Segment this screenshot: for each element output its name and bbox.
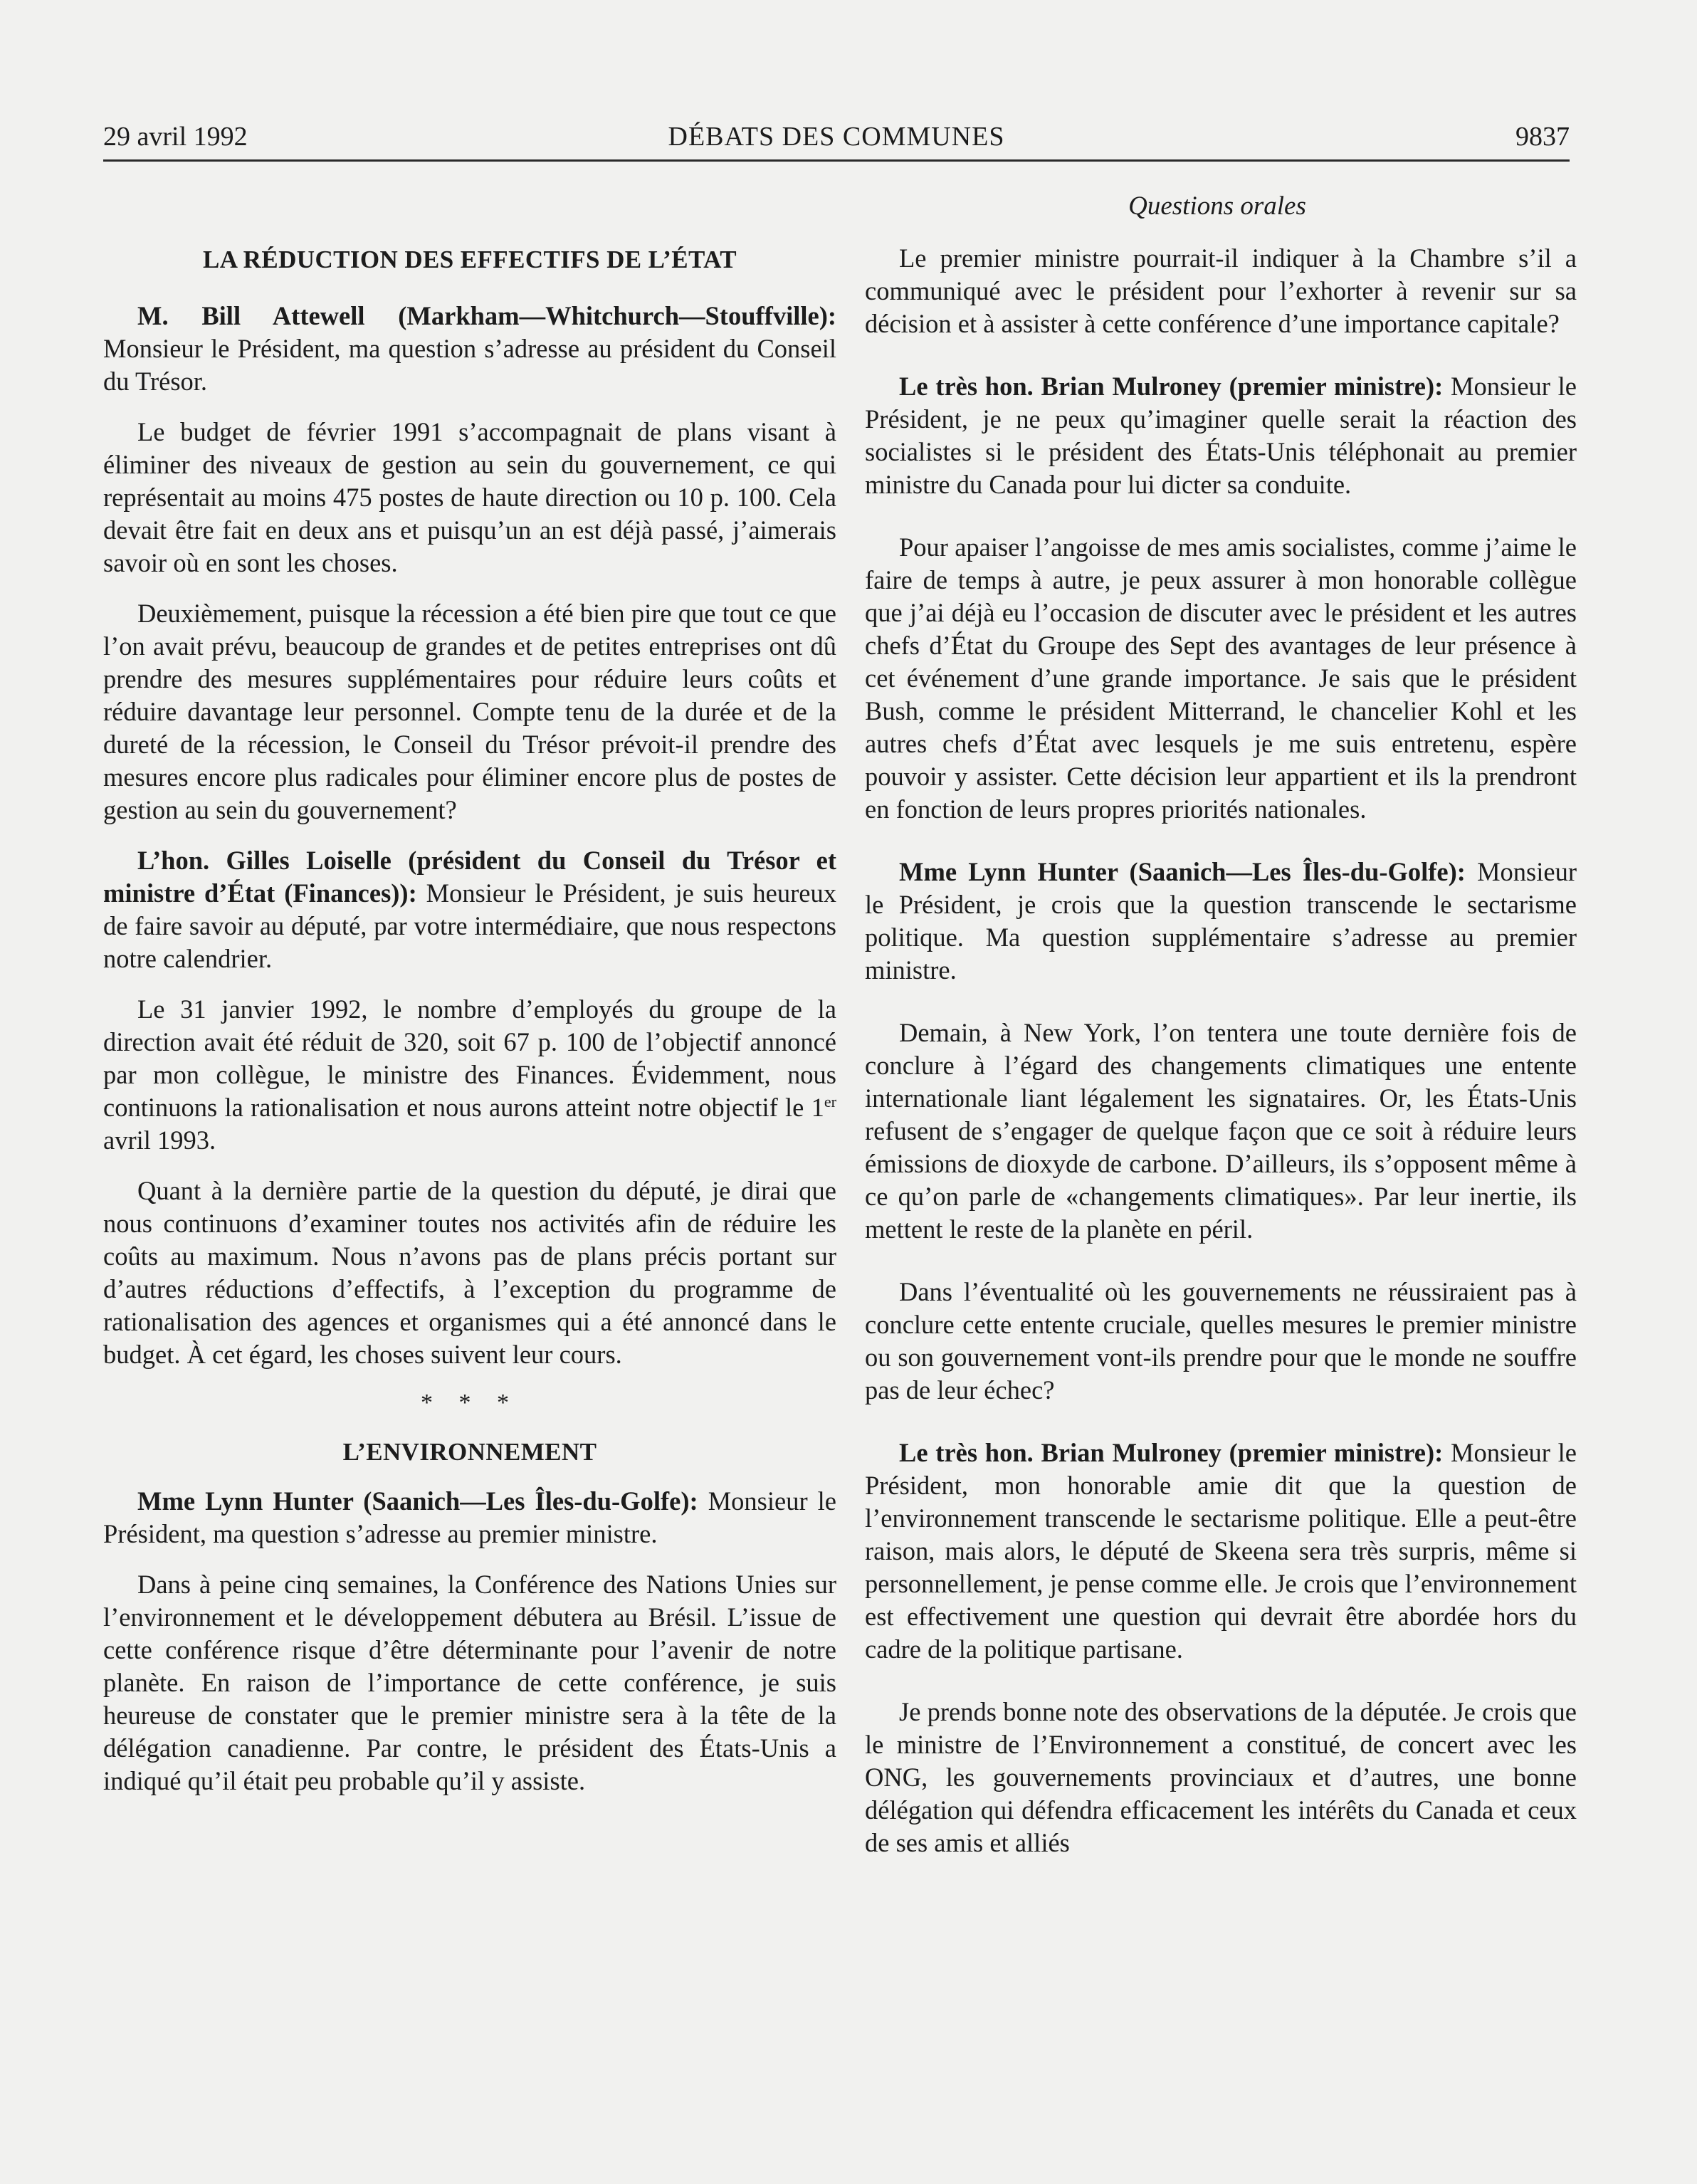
right-column bbox=[865, 242, 1577, 2079]
paragraph: Je prends bonne note des observations de la députée. Je crois que le ministre de l’Environnement a constitué, de concert avec les ONG, les gouvernements provinciaux et d’autres, une bonne délégation qui défendra efficacement les intérêts du Canada et ceux de ses amis et alliés bbox=[865, 1697, 1577, 1857]
paragraph-text: Monsieur le Président, je crois que la question transcende le sectarisme politique. Ma question supplémentaire s’adresse au premier ministre. bbox=[865, 857, 1577, 985]
section-heading-effectifs: LA RÉDUCTION DES EFFECTIFS DE L’ÉTAT bbox=[203, 246, 737, 273]
paragraph-mulroney bbox=[865, 370, 1577, 501]
page-header bbox=[103, 118, 1570, 162]
ordinal-superscript: er bbox=[824, 1092, 836, 1111]
paragraph: Deuxièmement, puisque la récession a été bien pire que tout ce que l’on avait prévu, beaucoup de grandes et de petites entreprises ont dû prendre des mesures supplémentaires pour réduire leurs coûts et réduire davantage leur personnel. Compte tenu de la durée et de la dureté de la récession, le Conseil du Trésor prévoit-il prendre des mesures encore plus radicales pour éliminer encore plus de postes de gestion au sein du gouvernement? bbox=[103, 599, 836, 824]
left-column bbox=[103, 246, 836, 2082]
speaker-name: Le très hon. Brian Mulroney (premier ministre): bbox=[899, 1438, 1444, 1467]
paragraph-text: Monsieur le Président, je ne peux qu’imaginer quelle serait la réaction des socialistes si le président des États-Unis téléphonait au premier ministre du Canada pour lui dicter sa conduite. bbox=[865, 372, 1577, 499]
paragraph: Demain, à New York, l’on tentera une toute dernière fois de conclure à l’égard des changements climatiques une entente internationale liant légalement les signataires. Or, les États-Unis refusent de s’engager de quelque façon que ce soit à réduire leurs émissions de dioxyde de carbone. D’ailleurs, ils s’opposent même à ce qu’on parle de «changements climatiques». Par leur inertie, ils mettent le reste de la planète en péril. bbox=[865, 1018, 1577, 1244]
paragraph: Quant à la dernière partie de la question du député, je dirai que nous continuons d’examiner toutes nos activités afin de réduire les coûts au maximum. Nous n’avons pas de plans précis portant sur d’autres réductions d’effectifs, à l’exception du programme de rationalisation des agences et organismes qui a été annoncé dans le budget. À cet égard, les choses suivent leur cours. bbox=[103, 1176, 836, 1369]
paragraph: Dans l’éventualité où les gouvernements ne réussiraient pas à conclure cette entente cruciale, quelles mesures le premier ministre ou son gouvernement vont-ils prendre pour que le monde ne souffre pas de leur échec? bbox=[865, 1277, 1577, 1405]
paragraph: Pour apaiser l’angoisse de mes amis socialistes, comme j’aime le faire de temps à autre, je peux assurer à mon honorable collègue que j’ai déjà eu l’occasion de discuter avec le président et les autres chefs d’État du Groupe des Sept des avantages de leur présence à cet événement d’une grande importance. Je sais que le président Bush, comme le président Mitterrand, le chancelier Kohl et les autres chefs d’État avec lesquels je me suis entretenu, espère pouvoir y assister. Cette décision leur appartient et ils la prendront en fonction de leurs propres priorités nationales. bbox=[865, 532, 1577, 824]
paragraph: Le premier ministre pourrait-il indiquer à la Chambre s’il a communiqué avec le président pour l’exhorter à revenir sur sa décision et à assister à cette conférence d’une importance capitale? bbox=[865, 243, 1577, 338]
header-title: DÉBATS DES COMMUNES bbox=[668, 122, 1005, 152]
paragraph-hunter bbox=[103, 1485, 836, 1550]
section-separator: * * * bbox=[421, 1390, 519, 1416]
paragraph-text: Monsieur le Président, ma question s’adresse au président du Conseil du Trésor. bbox=[103, 334, 836, 396]
paragraph bbox=[103, 993, 836, 1157]
paragraph-text: avril 1993. bbox=[103, 1125, 216, 1155]
paragraph-hunter bbox=[865, 856, 1577, 987]
paragraph: Le budget de février 1991 s’accompagnait de plans visant à éliminer des niveaux de gestion au sein du gouvernement, ce qui représentait au moins 475 postes de haute direction ou 10 p. 100. Cela devait être fait en deux ans et puisqu’un an est déjà passé, j’aimerais savoir où en sont les choses. bbox=[103, 417, 836, 577]
paragraph-text: Monsieur le Président, je suis heureux de faire savoir au député, par votre intermédiaire, que nous respectons notre calendrier. bbox=[103, 878, 836, 973]
speaker-name: M. Bill Attewell (Markham—Whitchurch—Stouffville): bbox=[137, 301, 836, 330]
header-date: 29 avril 1992 bbox=[103, 122, 248, 152]
speaker-name: Le très hon. Brian Mulroney (premier ministre): bbox=[899, 372, 1444, 401]
speaker-name: Mme Lynn Hunter (Saanich—Les Îles-du-Golfe): bbox=[899, 857, 1466, 886]
speaker-name: L’hon. Gilles Loiselle (président du Conseil du Trésor et ministre d’État (Finances)): bbox=[103, 846, 836, 908]
paragraph-loiselle bbox=[103, 844, 836, 975]
paragraph-text: Monsieur le Président, mon honorable amie dit que la question de l’environnement transcende le sectarisme politique. Elle a peut-être raison, mais alors, le député de Skeena sera très surpris, même si personnellement, je pense comme elle. Je crois que l’environnement est effectivement une question qui devrait être abordée hors du cadre de la politique partisane. bbox=[865, 1438, 1577, 1664]
paragraph-text: Le 31 janvier 1992, le nombre d’employés du groupe de la direction avait été réduit de 320, soit 67 p. 100 de l’objectif annoncé par mon collègue, le ministre des Finances. Évidemment, nous continuons la rationalisation et nous aurons atteint notre objectif le 1 bbox=[103, 994, 836, 1122]
speaker-name: Mme Lynn Hunter (Saanich—Les Îles-du-Golfe): bbox=[137, 1486, 698, 1516]
section-subheading: Questions orales bbox=[1128, 191, 1306, 221]
section-heading-environnement: L’ENVIRONNEMENT bbox=[342, 1438, 597, 1466]
paragraph-text: Monsieur le Président, ma question s’adresse au premier ministre. bbox=[103, 1486, 836, 1548]
paragraph-mulroney bbox=[865, 1437, 1577, 1666]
paragraph-attewell bbox=[103, 300, 836, 398]
paragraph: Dans à peine cinq semaines, la Conférence des Nations Unies sur l’environnement et le développement débutera au Brésil. L’issue de cette conférence risque d’être déterminante pour l’avenir de notre planète. En raison de l’importance de cette conférence, je suis heureuse de constater que le premier ministre sera à la tête de la délégation canadienne. Par contre, le président des États-Unis a indiqué qu’il était peu probable qu’il y assiste. bbox=[103, 1570, 836, 1795]
header-page-number: 9837 bbox=[1515, 122, 1570, 152]
